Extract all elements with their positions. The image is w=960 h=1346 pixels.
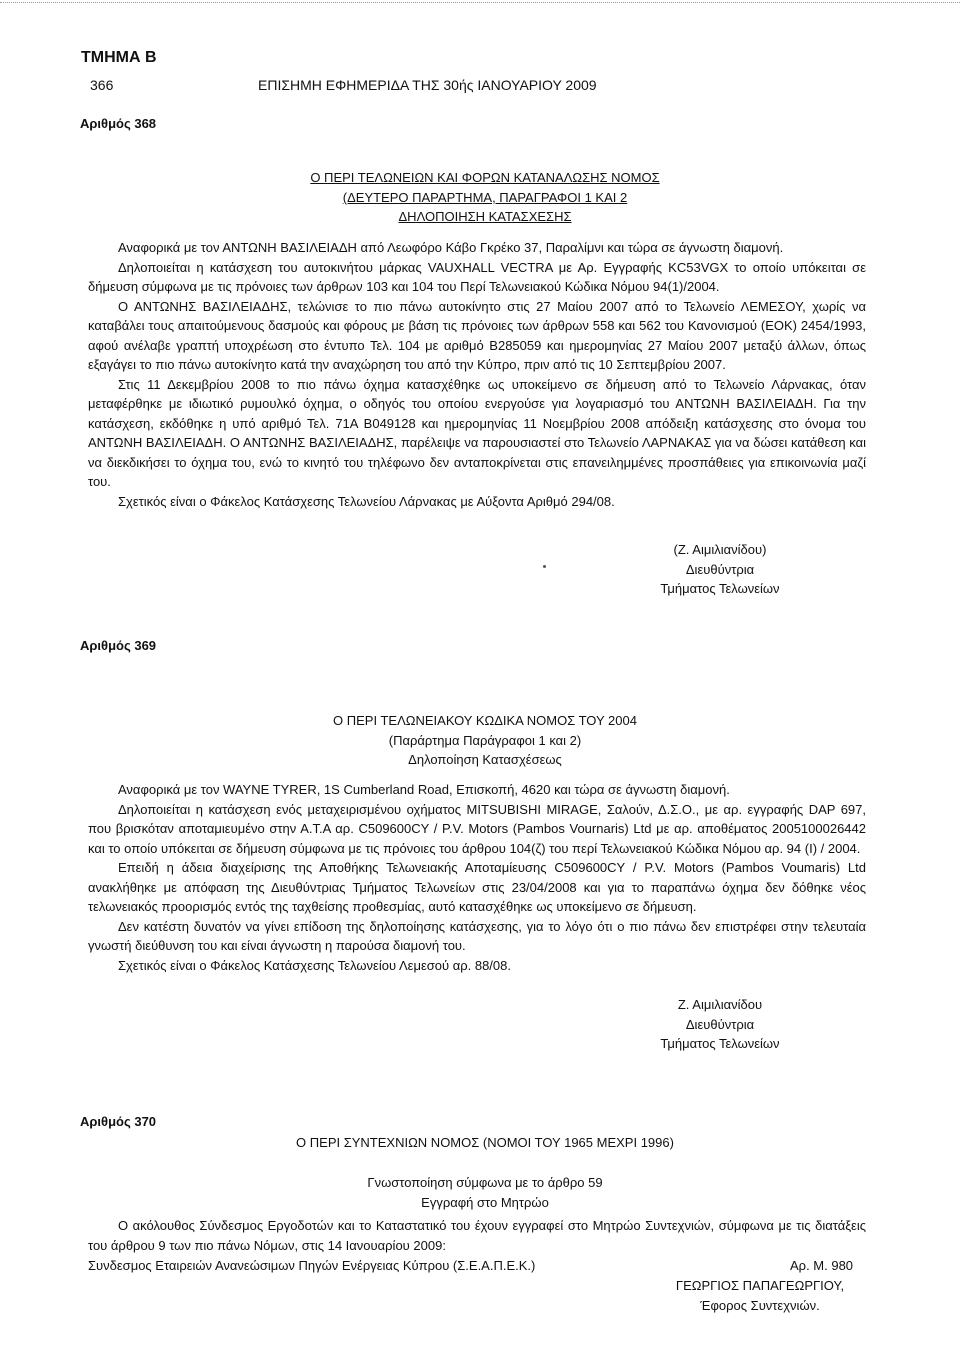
notice-368-signatory-dept: Τμήματος Τελωνείων — [660, 581, 780, 596]
notice-370-signatory-role: Έφορος Συντεχνιών. — [700, 1297, 820, 1313]
notice-369-paragraph-4: Δεν κατέστη δυνατόν να γίνει επίδοση της δηλοποίησης κατάσχεσης, για το λόγο ότι ο πιο πάνω δεν επιστρέφει στην τελευταία γνωστή διεύθυνση του και είναι άγνωστη η παρούσα διαμονή του. — [88, 918, 866, 953]
notice-370-subtitle — [100, 1173, 870, 1212]
notice-369-signatory-role: Διευθύντρια — [685, 1016, 755, 1032]
notice-368-signatory: (Ζ. Αιμιλιανίδου) — [673, 542, 767, 557]
notice-369-paragraph-1: Αναφορικά με τον WAYNE TYRER, 1S Cumberland Road, Επισκοπή, 4620 και τώρα σε άγνωστη διαμονή. — [118, 782, 730, 797]
notice-369-paragraph-2: Δηλοποιείται η κατάσχεση ενός μεταχειρισμένου οχήματος MITSUBISHI MIRAGE, Σαλούν, Δ.Σ.Ο., με αρ. εγγραφής DAP 697, που βρισκόταν αποταμιευμένο στην Α.Τ.Α αρ. C509600CY / P.V. Motors (Pambos Vournaris) Ltd με αρ. αποθέματος 2005100026442 και το οποίο υπόκειται σε δήμευση σύμφωνα με τις πρόνοιες του άρθρου 104(ζ) του περί Τελωνειακού Κώδικα Νόμου αρ. 94 (Ι) / 2004. — [88, 801, 866, 856]
gazette-title: ΕΠΙΣΗΜΗ ΕΦΗΜΕΡΙΔΑ ΤΗΣ 30ής ΙΑΝΟΥΑΡΙΟΥ 2009 — [258, 77, 597, 93]
notice-370-registry-number: Αρ. Μ. 980 — [790, 1258, 854, 1273]
notice-370-subtitle-line-2: Εγγραφή στο Μητρώο — [421, 1194, 549, 1210]
scan-speck — [543, 565, 546, 568]
notice-368-paragraph-2: Δηλοποιείται η κατάσχεση του αυτοκινήτου μάρκας VAUXHALL VECTRA με Αρ. Εγγραφής KC53VGX το οποίο υπόκειται σε δήμευση σύμφωνα με τις πρόνοιες των άρθρων 103 και 104 του Περί Τελωνειακού Κώδικα Νόμου 94(1)/2004. — [88, 259, 866, 294]
notice-369-title-line-3: Δηλοποίηση Κατασχέσεως — [408, 752, 562, 767]
notice-370-entry: Συνδεσμος Εταιρειών Ανανεώσιμων Πηγών Ενέργειας Κύπρου (Σ.Ε.Α.Π.Ε.Κ.) — [88, 1258, 536, 1273]
notice-370-paragraph: Ο ακόλουθος Σύνδεσμος Εργοδοτών και το Καταστατικό του έχουν εγγραφεί στο Μητρώο Συντεχνιών, σύμφωνα με τις διατάξεις του άρθρου 9 των πιο πάνω Νόμων, στις 14 Ιανουαρίου 2009: — [88, 1218, 866, 1253]
notice-368-paragraph-3: Ο ΑΝΤΩΝΗΣ ΒΑΣΙΛΕΙΑΔΗΣ, τελώνισε το πιο πάνω αυτοκίνητο στις 27 Μαίου 2007 από το Τελωνείο ΛΕΜΕΣΟΥ, χωρίς να καταβάλει τους απαιτούμενους δασμούς και φόρους με βάση τις πρόνοιες των άρθρων 558 και 562 του Κανονισμού (ΕΟΚ) 2454/1993, αφού ανέλαβε γραπτή υποχρέωση στο έντυπο Τελ. 104 με αριθμό Β285059 και ημερομηνίας 27 Μαίου 2007 μεταξύ άλλων, όπως εξαγάγει το πιο πάνω αυτοκίνητο κατά την αναχώρηση του από την Κύπρο, πριν από τις 10 Σεπτεμβρίου 2007. — [88, 298, 866, 372]
notice-368-number: Αριθμός 368 — [80, 116, 157, 131]
notice-370-number: Αριθμός 370 — [80, 1114, 157, 1129]
notice-369-paragraph-5: Σχετικός είναι ο Φάκελος Κατάσχεσης Τελωνείου Λεμεσού αρ. 88/08. — [118, 957, 511, 973]
notice-369-title-line-2: (Παράρτημα Παράγραφοι 1 και 2) — [388, 732, 582, 748]
notice-368-title — [100, 168, 870, 227]
notice-368-signatory-role: Διευθύντρια — [685, 561, 755, 577]
notice-368-paragraph-1: Αναφορικά με τον ΑΝΤΩΝΗ ΒΑΣΙΛΕΙΑΔΗ από Λεωφόρο Κάβο Γκρέκο 37, Παραλίμνι και τώρα σε άγνωστη διαμονή. — [118, 240, 784, 255]
notice-369-signature — [590, 995, 850, 1054]
notice-368-signature — [590, 540, 850, 599]
section-label: ΤΜΗΜΑ Β — [81, 49, 157, 66]
notice-370-title: Ο ΠΕΡΙ ΣΥΝΤΕΧΝΙΩΝ ΝΟΜΟΣ (ΝΟΜΟΙ ΤΟΥ 1965 ΜΕΧΡΙ 1996) — [296, 1135, 674, 1150]
notice-370-signature — [590, 1276, 930, 1315]
notice-369-signatory: Ζ. Αιμιλιανίδου — [677, 997, 763, 1012]
notice-368-title-line-3: ΔΗΛΟΠΟΙΗΣΗ ΚΑΤΑΣΧΕΣΗΣ — [398, 209, 572, 224]
notice-369-paragraph-3: Επειδή η άδεια διαχείρισης της Αποθήκης Τελωνειακής Αποταμίευσης C509600CY / P.V. Motors (Pambos Voumaris) Ltd ανακλήθηκε με απόφαση της Διευθύντριας Τμήματος Τελωνείων στις 23/04/2008 και για το παραπάνω όχημα δεν δόθηκε νέος τελωνειακός προορισμός εντός της ταχθείσης προθεσμίας, αυτό κατασχέθηκε ως υποκείμενο σε δήμευση. — [88, 860, 866, 914]
notice-369-title-line-1: Ο ΠΕΡΙ ΤΕΛΩΝΕΙΑΚΟΥ ΚΩΔΙΚΑ ΝΟΜΟΣ ΤΟΥ 2004 — [333, 713, 637, 728]
notice-370-subtitle-line-1: Γνωστοποίηση σύμφωνα με το άρθρο 59 — [367, 1175, 603, 1190]
notice-370-signatory: ΓΕΩΡΓΙΟΣ ΠΑΠΑΓΕΩΡΓΙΟΥ, — [675, 1278, 845, 1293]
notice-369-body — [88, 780, 866, 975]
notice-368-paragraph-5: Σχετικός είναι ο Φάκελος Κατάσχεσης Τελωνείου Λάρνακας με Αύξοντα Αριθμό 294/08. — [118, 493, 615, 509]
notice-368-title-line-2: (ΔΕΥΤΕΡΟ ΠΑΡΑΡΤΗΜΑ, ΠΑΡΑΓΡΑΦΟΙ 1 ΚΑΙ 2 — [342, 189, 628, 205]
page-number: 366 — [90, 77, 114, 93]
notice-369-signatory-dept: Τμήματος Τελωνείων — [660, 1036, 780, 1051]
scan-edge-line — [0, 2, 960, 3]
notice-368-paragraph-4: Στις 11 Δεκεμβρίου 2008 το πιο πάνω όχημα κατασχέθηκε ως υποκείμενο σε δήμευση από το Τελωνείο Λάρνακας, όταν μεταφέρθηκε με ιδιωτικό ρυμουλκό όχημα, ο οδηγός του οποίου ενεργούσε για λογαριασμό του ΑΝΤΩΝΗ ΒΑΣΙΛΕΙΑΔΗ. Για την κατάσχεση, εκδόθηκε η υπό αριθμό Τελ. 71Α Β049128 και ημερομηνίας 11 Νοεμβρίου 2008 απόδειξη κατάσχεσης στο όνομα του ΑΝΤΩΝΗ ΒΑΣΙΛΕΙΑΔΗ. Ο ΑΝΤΩΝΗΣ ΒΑΣΙΛΕΙΑΔΗΣ, παρέλειψε να παρουσιαστεί στο Τελωνείο ΛΑΡΝΑΚΑΣ για να δώσει κατάθεση και να διεκδικήσει το όχημα του, ενώ το κινητό του τηλέφωνο δεν ανταποκρίνεται στις επανειλημμένες προσπάθειες για επικοινωνία μαζί του. — [88, 376, 866, 489]
notice-368-title-line-1: Ο ΠΕΡΙ ΤΕΛΩΝΕΙΩΝ ΚΑΙ ΦΟΡΩΝ ΚΑΤΑΝΑΛΩΣΗΣ ΝΟΜΟΣ — [310, 170, 660, 185]
notice-369-number: Αριθμός 369 — [80, 638, 157, 653]
notice-370-body — [88, 1216, 866, 1255]
notice-369-title — [100, 711, 870, 770]
notice-368-body — [88, 238, 866, 511]
